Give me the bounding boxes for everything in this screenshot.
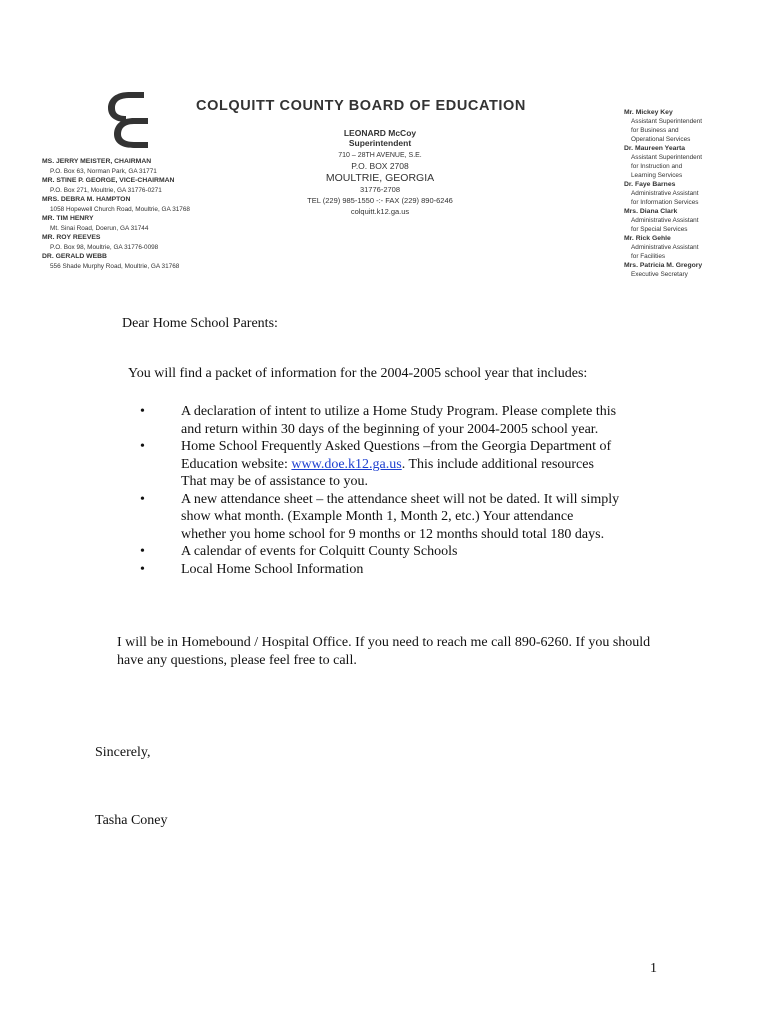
board-member [42, 176, 262, 195]
zip-code: 31776-2708 [359, 185, 401, 194]
staff-role-line: Learning Services [631, 172, 683, 179]
staff-name: Mr. Mickey Key [624, 109, 673, 116]
bullet-marker: • [140, 561, 145, 577]
po-box: P.O. BOX 2708 [351, 161, 409, 171]
list-item [140, 438, 660, 491]
bullet-marker: • [140, 439, 145, 454]
packet-contents-list [140, 403, 660, 578]
staff-member [624, 180, 764, 207]
salutation: Dear Home School Parents: [122, 316, 278, 331]
list-item-line: show what month. (Example Month 1, Month 2, etc.) Your attendance [181, 509, 574, 524]
intro-paragraph: You will find a packet of information for the 2004-2005 school year that includes: [128, 366, 588, 381]
list-item-line: A declaration of intent to utilize a Home Study Program. Please complete this [181, 404, 617, 419]
superintendent-name: LEONARD McCoy [343, 128, 417, 138]
board-member-address: Mt. Sinai Road, Doerun, GA 31744 [50, 224, 149, 232]
board-member-name: MR. ROY REEVES [42, 234, 101, 241]
doe-website-link[interactable]: www.doe.k12.ga.us [291, 456, 402, 472]
staff-role-line: Assistant Superintendent [631, 118, 703, 125]
staff-role-line: Assistant Superintendent [631, 154, 703, 161]
staff-member [624, 108, 764, 144]
list-item-line: whether you home school for 9 months or 12 months should total 180 days. [181, 526, 605, 542]
staff-list [624, 108, 764, 279]
staff-role-line: Administrative Assistant [631, 217, 699, 224]
list-item [140, 561, 660, 579]
board-member [42, 157, 262, 176]
board-member [42, 214, 262, 233]
street-address: 710 – 28TH AVENUE, S.E. [338, 152, 422, 159]
staff-role-line: for Special Services [631, 226, 688, 233]
bullet-marker: • [140, 544, 145, 559]
list-item-text: Education website: [181, 456, 292, 472]
list-item-line: Local Home School Information [181, 561, 364, 577]
board-member-name: MS. JERRY MEISTER, CHAIRMAN [42, 158, 152, 165]
board-member [42, 252, 262, 271]
board-member-address: P.O. Box 63, Norman Park, GA 31771 [50, 167, 157, 175]
staff-member [624, 144, 764, 180]
superintendent-title: Superintendent [348, 138, 412, 148]
list-item-line: A new attendance sheet – the attendance sheet will not be dated. It will simply [181, 491, 620, 507]
board-title: COLQUITT COUNTY BOARD OF EDUCATION [196, 98, 526, 114]
list-item [140, 403, 660, 438]
page-number: 1 [650, 961, 657, 976]
staff-role-line: for Information Services [631, 199, 699, 206]
closing: Sincerely, [95, 745, 151, 760]
staff-member [624, 234, 764, 261]
board-member-name: MRS. DEBRA M. HAMPTON [42, 196, 131, 203]
staff-name: Mr. Rick Gehle [624, 235, 671, 242]
list-item-line: A calendar of events for Colquitt County Schools [181, 544, 458, 559]
bullet-marker: • [140, 491, 145, 507]
board-member-name: MR. TIM HENRY [42, 215, 94, 222]
staff-role-line: Executive Secretary [631, 271, 688, 278]
city-state: MOULTRIE, GEORGIA [325, 172, 435, 184]
staff-name: Dr. Maureen Yearta [624, 145, 686, 152]
staff-role-line: for Business and [631, 127, 679, 134]
list-item-line [181, 456, 660, 474]
staff-name: Mrs. Patricia M. Gregory [624, 262, 703, 269]
board-member-address: 1058 Hopewell Church Road, Moultrie, GA 31768 [50, 205, 190, 213]
staff-role-line: Operational Services [631, 136, 691, 143]
board-member-name: DR. GERALD WEBB [42, 253, 107, 260]
staff-role-line: Administrative Assistant [631, 244, 699, 251]
staff-name: Mrs. Diana Clark [624, 208, 678, 215]
board-member [42, 195, 262, 214]
bullet-marker: • [140, 404, 145, 419]
staff-name: Dr. Faye Barnes [624, 181, 676, 188]
signer-name: Tasha Coney [95, 813, 168, 828]
list-item [140, 491, 660, 544]
contact-paragraph: I will be in Homebound / Hospital Office. If you need to reach me call 890-6260. If you should have any questions, please feel free to call. [117, 635, 651, 668]
board-member-address: P.O. Box 271, Moultrie, GA 31776-0271 [50, 186, 162, 194]
staff-role-line: Administrative Assistant [631, 190, 699, 197]
district-office-block [280, 128, 480, 217]
board-member [42, 233, 262, 252]
district-website: colquitt.k12.ga.us [350, 207, 410, 216]
board-member-address: P.O. Box 98, Moultrie, GA 31776-0098 [50, 243, 159, 251]
staff-role-line: for Instruction and [631, 163, 683, 170]
list-item-line: Home School Frequently Asked Questions –from the Georgia Department of [181, 439, 612, 454]
board-members-list [42, 157, 262, 271]
phone-fax: TEL (229) 985-1550 -:- FAX (229) 890-6246 [307, 196, 453, 205]
list-item-text: . This include additional resources [401, 456, 594, 472]
board-member-address: 556 Shade Murphy Road, Moultrie, GA 31768 [50, 262, 180, 270]
staff-member [624, 207, 764, 234]
staff-role-line: for Facilities [631, 253, 666, 260]
staff-member [624, 261, 764, 279]
list-item-line: That may be of assistance to you. [181, 474, 369, 489]
list-item [140, 543, 660, 561]
cc-logo [104, 88, 152, 152]
list-item-line: and return within 30 days of the beginning of your 2004-2005 school year. [181, 421, 599, 437]
board-member-name: MR. STINE P. GEORGE, VICE-CHAIRMAN [42, 177, 175, 184]
